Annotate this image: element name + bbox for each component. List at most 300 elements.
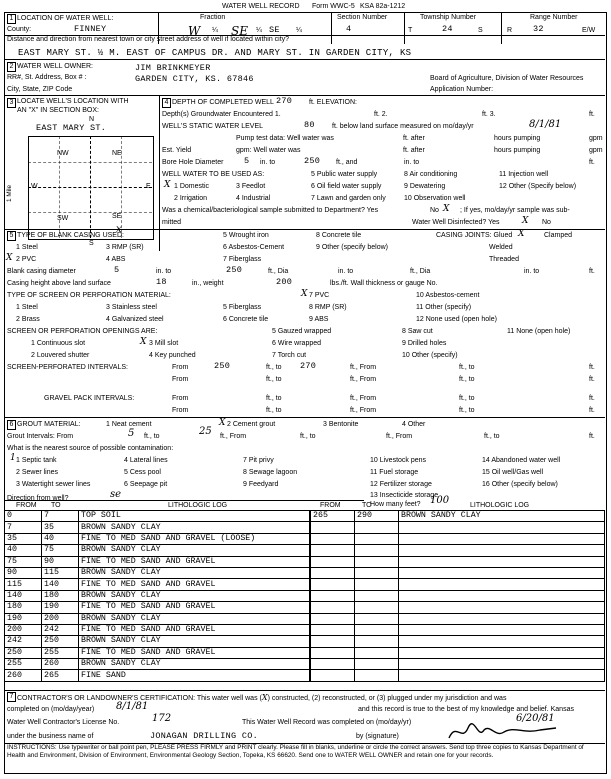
log-to: 242	[42, 624, 79, 635]
pvc-mark: X	[6, 253, 13, 263]
log-row	[5, 636, 310, 647]
log-desc: FINE TO MED SAND AND GRAVEL (LOOSE)	[79, 533, 310, 544]
log-to: 200	[42, 613, 79, 624]
city-label: City, State, ZIP Code	[7, 86, 73, 93]
screen-option: 11 Other (specify)	[416, 304, 472, 311]
static-value: 80	[304, 120, 315, 130]
quarter-3: ¼	[296, 27, 302, 34]
log-from	[311, 659, 355, 670]
casing-in-to: in. to	[156, 268, 172, 275]
casing-to: 250	[226, 265, 243, 275]
log-to: 190	[42, 602, 79, 613]
contam-option: 12 Fertilizer storage	[370, 481, 432, 488]
compass-w: W	[31, 183, 38, 190]
log-from	[311, 556, 355, 567]
log-to	[355, 613, 399, 624]
owner-address: GARDEN CITY, KS. 67846	[135, 74, 254, 84]
grout-from-3: ft., From	[386, 433, 413, 440]
section-3-number: 3	[7, 98, 16, 108]
gw-ft1: ft. 2.	[374, 111, 388, 118]
location-label: LOCATION OF WATER WELL:	[17, 15, 114, 22]
log-to	[355, 636, 399, 647]
groundwater-label: Depth(s) Groundwater Encountered 1.	[162, 111, 281, 118]
grout-from-2: ft., From	[220, 433, 247, 440]
grout-ft: ft.	[589, 433, 595, 440]
screen-ft-row2: ft.	[589, 376, 595, 383]
static-label: WELL'S STATIC WATER LEVEL	[162, 123, 264, 130]
section-number: 4	[346, 24, 352, 34]
township-t: T	[408, 27, 413, 34]
bore-in-to: in. to	[260, 159, 276, 166]
log-row	[311, 647, 605, 658]
log-from: 242	[5, 636, 42, 647]
use-option: 9 Dewatering	[404, 183, 446, 190]
contam-option: 8 Sewage lagoon	[243, 469, 298, 476]
welded-label: Welded	[489, 244, 513, 251]
range-r: R	[507, 27, 513, 34]
contam-option: 2 Sewer lines	[16, 469, 59, 476]
bore-ft: ft.	[589, 159, 595, 166]
log-from	[311, 647, 355, 658]
log-row	[5, 659, 310, 670]
log-desc: BROWN SANDY CLAY	[79, 522, 310, 533]
gravel-label: GRAVEL PACK INTERVALS:	[44, 395, 135, 402]
business-name: JONAGAN DRILLING CO.	[150, 731, 259, 741]
log-to: 115	[42, 567, 79, 578]
owner-label: WATER WELL OWNER:	[17, 63, 93, 70]
direction-label: Direction from well?	[7, 495, 69, 502]
gravel-to: ft., to	[266, 395, 282, 402]
use-option: 12 Other (Specify below)	[499, 183, 577, 190]
ksa-number: KSA 82a-1212	[360, 3, 406, 10]
instructions: INSTRUCTIONS: Use typewriter or ball point pen, PLEASE PRESS FIRMLY and PRINT clearly. Please fill in blanks, underline or circle the correct answers. Send top three copies to Kansas Department of Health and Environment, Division of Environment, Environmental Geology Section, Topeka, KS 66620. Send one to WATER WELL OWNER and retain one for your records.	[7, 744, 584, 760]
casing-option: 5 Wrought iron	[223, 232, 269, 239]
contam-label: What is the nearest source of possible contamination:	[7, 445, 174, 452]
log-from	[311, 567, 355, 578]
yield-gpm2: gpm	[589, 147, 603, 154]
log-desc	[399, 545, 605, 556]
lithologic-log-right	[310, 510, 605, 682]
screen-to-label: ft., to	[266, 364, 282, 371]
yield-hours: hours pumping	[494, 147, 541, 154]
use-option: 8 Air conditioning	[404, 171, 458, 178]
casing-in-to-2: in. to	[338, 268, 354, 275]
grout-to-label: ft., to	[144, 433, 160, 440]
log-header-to: TO	[51, 502, 61, 509]
section-1-number: 1	[7, 14, 16, 24]
section-number-label: Section Number	[337, 14, 388, 21]
fraction-1: W	[188, 24, 201, 38]
screen-ft: ft.	[589, 364, 595, 371]
chem-label: Was a chemical/bacteriological sample submitted to Department? Yes	[162, 207, 379, 214]
chem-mitted: mitted	[162, 219, 182, 226]
casing-weight: 200	[276, 277, 293, 287]
log-desc	[399, 556, 605, 567]
openings-label: SCREEN OR PERFORATION OPENINGS ARE:	[7, 328, 158, 335]
clamped-label: Clamped	[544, 232, 573, 239]
opening-option: 11 None (open hole)	[507, 328, 571, 335]
opening-option: 1 Continuous slot	[31, 340, 86, 347]
log-desc: BROWN SANDY CLAY	[399, 511, 605, 522]
wall-label: lbs./ft. Wall thickness or gauge No.	[330, 280, 438, 287]
address-label: RR#, St. Address, Box # :	[7, 74, 87, 81]
section-7-number: 7	[7, 692, 16, 702]
bore-in-to-2: in. to	[404, 159, 420, 166]
pump-ft-after: ft. after	[403, 135, 425, 142]
disinfected-no: No	[542, 219, 551, 226]
log-desc: BROWN SANDY CLAY	[79, 567, 310, 578]
screen-option: 7 PVC	[309, 292, 330, 299]
form-number: Form WWC-5	[312, 3, 355, 10]
section-box	[28, 136, 154, 240]
log-desc: FINE TO MED SAND AND GRAVEL	[79, 602, 310, 613]
log-to	[355, 522, 399, 533]
log-from	[311, 602, 355, 613]
log-row	[311, 545, 605, 556]
screen-from-2: ft., From	[350, 364, 377, 371]
casing-ft: ft.	[589, 268, 595, 275]
casing-in-to-3: in. to	[524, 268, 540, 275]
joints-label: CASING JOINTS: Glued	[436, 232, 513, 239]
section-2-number: 2	[7, 62, 16, 72]
screen-from-label: From	[172, 364, 189, 371]
static-date: 8/1/81	[529, 119, 562, 130]
opening-option: 4 Key punched	[149, 352, 196, 359]
log-from	[311, 636, 355, 647]
yield-ft-after: ft. after	[403, 147, 425, 154]
pump-hours: hours pumping	[494, 135, 541, 142]
screen-label: TYPE OF SCREEN OR PERFORATION MATERIAL:	[7, 292, 171, 299]
screen-from-row2: From	[172, 376, 189, 383]
opening-option: 10 Other (specify)	[402, 352, 458, 359]
completed-date: 8/1/81	[116, 701, 149, 712]
log-desc	[399, 659, 605, 670]
log-desc: FINE TO MED SAND AND GRAVEL	[79, 624, 310, 635]
use-option: 11 Injection well	[499, 171, 549, 178]
gravel-from-row2b: ft., From	[350, 407, 377, 414]
howmany-value: 100	[430, 495, 450, 506]
log-from	[311, 545, 355, 556]
screen-to-row2b: ft., to	[459, 376, 475, 383]
log-row	[311, 556, 605, 567]
gravel-ft-row2: ft.	[589, 407, 595, 414]
screen-to-2: ft., to	[459, 364, 475, 371]
screen-option: 9 ABS	[309, 316, 329, 323]
opening-option: 5 Gauzed wrapped	[272, 328, 332, 335]
log-desc: BROWN SANDY CLAY	[79, 636, 310, 647]
board-label: Board of Agriculture, Division of Water Resources	[430, 75, 584, 82]
glued-mark: X	[518, 229, 525, 239]
log-to: 40	[42, 533, 79, 544]
log-row	[5, 590, 310, 601]
screen-option: 6 Concrete tile	[223, 316, 269, 323]
log-from: 200	[5, 624, 42, 635]
log-from: 140	[5, 590, 42, 601]
bore-ft-and: ft., and	[336, 159, 358, 166]
log-from: 35	[5, 533, 42, 544]
distance-value: EAST MARY ST. ½ M. EAST OF CAMPUS DR. AND MARY ST. IN GARDEN CITY, KS	[18, 48, 412, 58]
water-well-record-form	[4, 2, 607, 774]
mill-slot-mark: X	[140, 337, 147, 347]
log-header-log-right: LITHOLOGIC LOG	[470, 502, 530, 509]
log-from	[311, 522, 355, 533]
grout-label: GROUT MATERIAL:	[17, 421, 81, 428]
screen-option: 1 Steel	[16, 304, 38, 311]
log-from: 115	[5, 579, 42, 590]
log-from: 75	[5, 556, 42, 567]
fraction-label: Fraction	[200, 14, 226, 21]
log-row	[311, 567, 605, 578]
bore-label: Bore Hole Diameter	[162, 159, 224, 166]
log-desc	[399, 533, 605, 544]
owner-name: JIM BRINKMEYER	[135, 63, 211, 73]
log-row	[311, 659, 605, 670]
license-number: 172	[152, 713, 172, 724]
use-option: 10 Observation well	[404, 195, 466, 202]
opening-option: 8 Saw cut	[402, 328, 433, 335]
log-row	[5, 579, 310, 590]
grout-to-2: ft., to	[300, 433, 316, 440]
compass-s: S	[89, 240, 94, 247]
compass-e: E	[146, 183, 151, 190]
height-label: Casing height above land surface	[7, 280, 111, 287]
record-text: and this record is true to the best of my knowledge and belief. Kansas	[358, 706, 574, 713]
log-to: 90	[42, 556, 79, 567]
casing-diameter: 5	[114, 265, 120, 275]
use-option: 7 Lawn and garden only	[311, 195, 386, 202]
distance-label: Distance and direction from nearest town or city street address of well if located within city?	[7, 36, 290, 43]
log-row	[5, 567, 310, 578]
compass-n: N	[89, 116, 95, 123]
log-from: 265	[311, 511, 355, 522]
log-to: 260	[42, 659, 79, 670]
contam-option: 11 Fuel storage	[370, 469, 419, 476]
log-row	[311, 613, 605, 624]
log-desc: BROWN SANDY CLAY	[79, 545, 310, 556]
disinfected-mark: X	[522, 216, 529, 226]
log-desc: BROWN SANDY CLAY	[79, 590, 310, 601]
contam-option: 14 Abandoned water well	[482, 457, 561, 464]
contam-option: 9 Feedyard	[243, 481, 279, 488]
log-from	[311, 670, 355, 681]
screen-option: 12 None used (open hole)	[416, 316, 497, 323]
cert-text-1	[17, 693, 506, 702]
opening-option: 2 Louvered shutter	[31, 352, 90, 359]
log-header-from: FROM	[16, 502, 37, 509]
log-to	[355, 545, 399, 556]
gravel-to-row2: ft., to	[266, 407, 282, 414]
grout-mark: X	[219, 418, 226, 428]
use-label: WELL WATER TO BE USED AS:	[162, 171, 265, 178]
log-row	[311, 624, 605, 635]
log-row	[5, 533, 310, 544]
bore-depth: 250	[304, 156, 321, 166]
fraction-2: SE	[231, 24, 248, 38]
log-to	[355, 602, 399, 613]
section-6-number: 6	[7, 420, 16, 430]
log-from: 90	[5, 567, 42, 578]
screen-to-row2: ft., to	[266, 376, 282, 383]
screen-from-row2b: ft., From	[350, 376, 377, 383]
range-ew: E/W	[582, 27, 596, 34]
log-row	[311, 602, 605, 613]
use-option: 5 Public water supply	[311, 171, 378, 178]
log-to: 180	[42, 590, 79, 601]
form-title: WATER WELL RECORD	[222, 3, 300, 10]
log-to: 265	[42, 670, 79, 681]
gravel-ft: ft.	[589, 395, 595, 402]
quadrant-ne: NE	[112, 150, 122, 157]
log-row	[311, 636, 605, 647]
township-label: Township Number	[420, 14, 477, 21]
grout-to-3: ft., to	[484, 433, 500, 440]
opening-option: 3 Mill slot	[149, 340, 179, 347]
locate-label-1: LOCATE WELL'S LOCATION WITH	[17, 98, 129, 105]
log-to	[355, 533, 399, 544]
county-label: County:	[7, 26, 32, 33]
section-5-number: 5	[7, 231, 16, 241]
business-label: under the business name of	[7, 733, 94, 740]
log-row	[5, 624, 310, 635]
screen-intervals-label: SCREEN-PERFORATED INTERVALS:	[7, 364, 128, 371]
log-to	[355, 624, 399, 635]
gw-ft3: ft.	[589, 111, 595, 118]
grout-option: 4 Other	[402, 421, 426, 428]
contam-option: 7 Pit privy	[243, 457, 274, 464]
section-4-number: 4	[162, 98, 171, 108]
log-desc	[399, 613, 605, 624]
casing-ft-dia: ft., Dia	[268, 268, 289, 275]
log-from: 260	[5, 670, 42, 681]
contam-option: 13 Insecticide storage	[370, 492, 439, 499]
quarter-1: ¼	[212, 27, 218, 34]
log-desc: FINE TO MED SAND AND GRAVEL	[79, 579, 310, 590]
log-desc: FINE TO MED SAND AND GRAVEL	[79, 556, 310, 567]
casing-ft-dia-2: ft., Dia	[410, 268, 431, 275]
screen-option: 2 Brass	[16, 316, 40, 323]
contam-mark: 1	[10, 453, 16, 463]
log-desc: BROWN SANDY CLAY	[79, 659, 310, 670]
gravel-from: From	[172, 395, 189, 402]
log-row	[5, 613, 310, 624]
casing-dia-label: Blank casing diameter	[7, 268, 76, 275]
use-option: 2 Irrigation	[174, 195, 208, 202]
log-from: 40	[5, 545, 42, 556]
signature	[444, 720, 564, 744]
log-to	[355, 590, 399, 601]
grout-option: 2 Cement grout	[227, 421, 276, 428]
township-s: S	[478, 27, 483, 34]
log-header-to-right: TO	[362, 502, 372, 509]
screen-option: 4 Galvanized steel	[106, 316, 164, 323]
casing-option: 1 Steel	[16, 244, 38, 251]
log-to	[355, 556, 399, 567]
record-completed-label: This Water Well Record was completed on (mo/day/yr)	[242, 719, 412, 726]
use-option: 1 Domestic	[174, 183, 210, 190]
contam-option: 16 Other (specify below)	[482, 481, 558, 488]
depth-label: DEPTH OF COMPLETED WELL	[172, 99, 274, 106]
quadrant-se: SE	[112, 213, 122, 220]
log-row	[5, 556, 310, 567]
log-row	[5, 602, 310, 613]
gravel-to-2: ft., to	[459, 395, 475, 402]
log-from: 7	[5, 522, 42, 533]
gw-ft2: ft. 3.	[482, 111, 496, 118]
log-row	[5, 545, 310, 556]
log-from: 180	[5, 602, 42, 613]
log-desc	[399, 522, 605, 533]
use-option: 4 Industrial	[236, 195, 271, 202]
weight-label: in., weight	[192, 280, 224, 287]
gravel-to-row2b: ft., to	[459, 407, 475, 414]
log-desc: FINE SAND	[79, 670, 310, 681]
domestic-mark: X	[164, 180, 171, 190]
disinfected-label: Water Well Disinfected? Yes	[412, 219, 500, 226]
well-location-mark: x	[116, 224, 122, 235]
casing-option: 4 ABS	[106, 256, 126, 263]
log-header-from-right: FROM	[320, 502, 341, 509]
log-desc	[399, 624, 605, 635]
completed-label: completed on (mo/day/year)	[7, 706, 95, 713]
use-option: 3 Feedlot	[236, 183, 266, 190]
use-option: 6 Oil field water supply	[311, 183, 382, 190]
log-row	[5, 522, 310, 533]
casing-option: 9 Other (specify below)	[316, 244, 388, 251]
contam-option: 3 Watertight sewer lines	[16, 481, 91, 488]
lithologic-log-left	[4, 510, 310, 682]
log-to: 75	[42, 545, 79, 556]
license-label: Water Well Contractor's License No.	[7, 719, 120, 726]
chem-no: No	[430, 207, 439, 214]
log-to: 250	[42, 636, 79, 647]
county-value: FINNEY	[74, 24, 107, 34]
static-unit: ft. below land surface measured on mo/day/yr	[332, 123, 474, 130]
grout-option: 3 Bentonite	[323, 421, 359, 428]
opening-option: 9 Drilled holes	[402, 340, 447, 347]
log-desc	[399, 670, 605, 681]
log-row	[5, 511, 310, 522]
grout-intervals-label: Grout Intervals: From	[7, 433, 74, 440]
screen-from: 250	[214, 361, 231, 371]
log-to	[355, 579, 399, 590]
howmany-label: How many feet?	[370, 501, 421, 508]
log-from: 190	[5, 613, 42, 624]
screen-option: 5 Fiberglass	[223, 304, 262, 311]
chem-no-mark: X	[443, 204, 450, 214]
log-desc	[399, 579, 605, 590]
casing-option: 8 Concrete tile	[316, 232, 362, 239]
log-row	[311, 579, 605, 590]
screen-option: 3 Stainless steel	[106, 304, 157, 311]
log-desc	[399, 647, 605, 658]
cert-part-2: ) constructed, (2) reconstructed, or (3) plugged under my jurisdiction and was	[267, 695, 507, 702]
grout-to: 25	[199, 426, 212, 437]
contam-option: 5 Cess pool	[124, 469, 161, 476]
casing-option: 2 PVC	[16, 256, 37, 263]
opening-option: 6 Wire wrapped	[272, 340, 322, 347]
fraction-3: SE	[269, 25, 280, 35]
log-desc	[399, 567, 605, 578]
contam-option: 10 Livestock pens	[370, 457, 427, 464]
screen-option: 8 RMP (SR)	[309, 304, 347, 311]
application-label: Application Number:	[430, 86, 494, 93]
range-label: Range Number	[530, 14, 578, 21]
casing-option: 7 Fiberglass	[223, 256, 262, 263]
quarter-2: ¼	[256, 27, 262, 34]
locate-label-2: AN "X" IN SECTION BOX:	[17, 107, 99, 114]
signature-label: by (signature)	[356, 733, 399, 740]
pump-label: Pump test data: Well water was	[236, 135, 334, 142]
